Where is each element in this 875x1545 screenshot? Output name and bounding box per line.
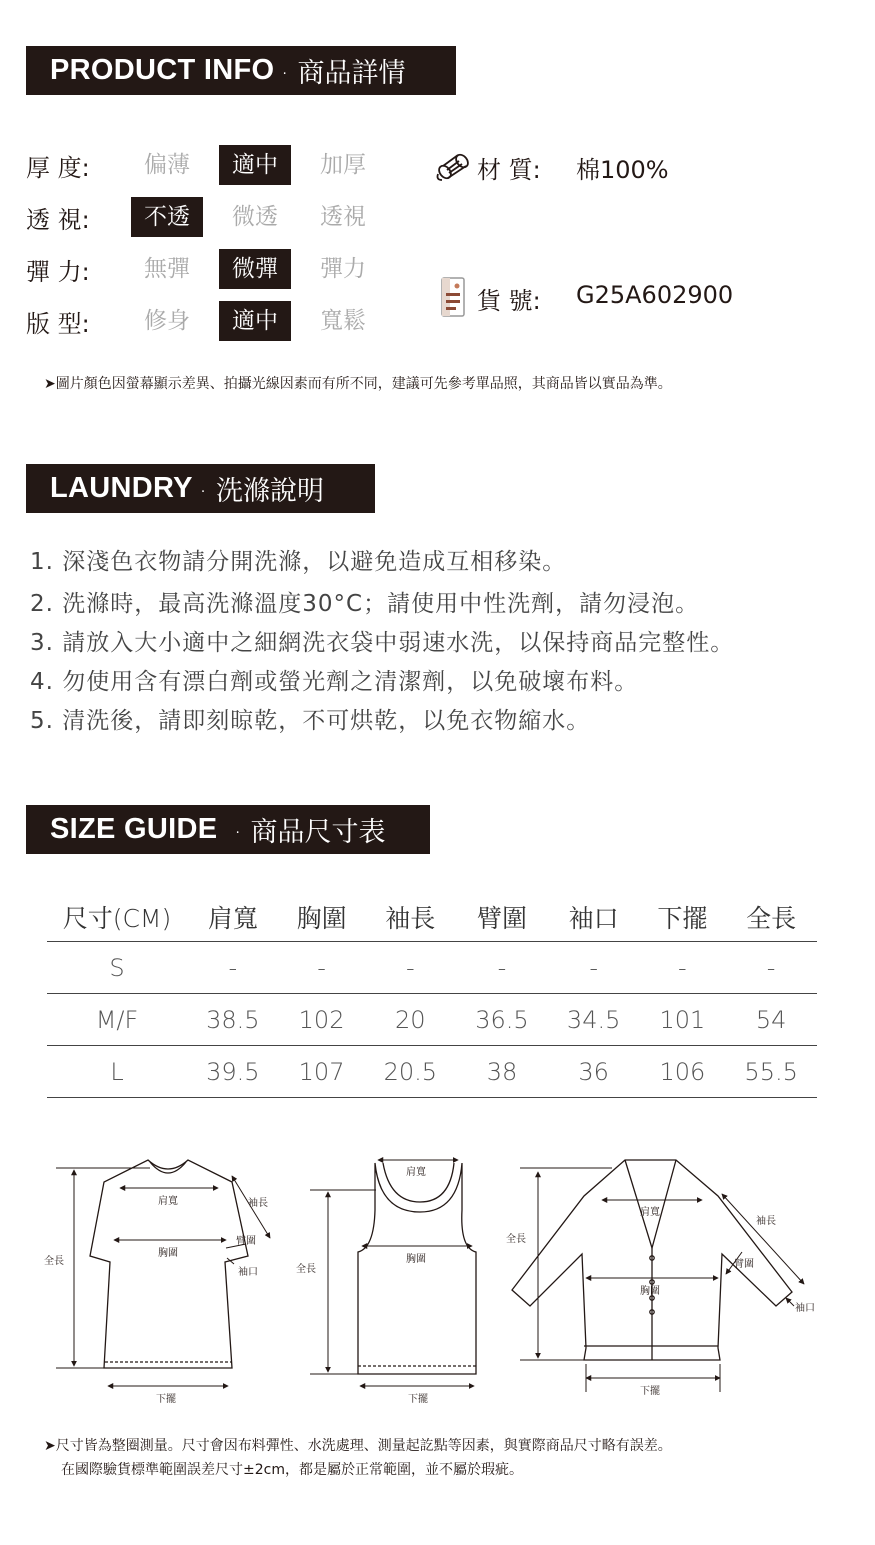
tee-sleeve-label: 袖長: [248, 1198, 268, 1209]
attr-option: 寬鬆: [320, 308, 366, 334]
value-cell: 36: [548, 1046, 640, 1098]
laundry-item: 3. 請放入大小適中之細網洗衣袋中弱速水洗，以保持商品完整性。: [30, 630, 735, 656]
size-guide-header: [26, 805, 430, 854]
value-cell: 20.5: [364, 1046, 456, 1098]
tank-chest-label: 胸圍: [406, 1254, 426, 1265]
column-header: 下擺: [639, 893, 725, 942]
size-cell: M/F: [47, 994, 187, 1046]
attr-elasticity: [26, 249, 366, 289]
attr-option-selected: 適中: [219, 301, 291, 341]
tee-hem-label: 下擺: [156, 1394, 176, 1405]
attr-option: 加厚: [320, 152, 366, 178]
material-label: 材 質:: [477, 156, 541, 184]
cardigan-length-label: 全長: [506, 1234, 526, 1245]
value-cell: -: [725, 942, 817, 994]
attr-label: 版 型:: [26, 309, 90, 338]
value-cell: 20: [364, 994, 456, 1046]
column-header: 袖口: [548, 893, 640, 942]
cardigan-sleeve-label: 袖長: [756, 1216, 776, 1227]
size-table-header-row: [47, 893, 817, 942]
tee-shoulder-label: 肩寬: [158, 1196, 178, 1207]
column-header: 袖長: [364, 893, 456, 942]
value-cell: 102: [279, 994, 365, 1046]
value-cell: -: [456, 942, 548, 994]
cardigan-arm-label: 臂圍: [734, 1259, 754, 1270]
attr-option: 透視: [320, 204, 366, 230]
laundry-title-en: LAUNDRY: [50, 472, 193, 504]
size-table: [47, 893, 817, 1098]
tank-outline: [358, 1163, 476, 1374]
tank-length-label: 全長: [296, 1264, 316, 1275]
column-header: 全長: [725, 893, 817, 942]
attr-label: 透 視:: [26, 205, 90, 234]
cardigan-shoulder-label: 肩寬: [640, 1207, 660, 1218]
photo-color-note: ➤圖片顏色因螢幕顯示差異、拍攝光線因素而有所不同，建議可先參考單品照，其商品皆以實品為準。: [44, 376, 672, 392]
tank-hem-label: 下擺: [408, 1394, 428, 1405]
product-info-title-zh: · 商品詳情: [280, 58, 406, 89]
attr-fit: [26, 301, 366, 341]
size-note-line2: 在國際驗貨標準範圍誤差尺寸±2cm，都是屬於正常範圍，並不屬於瑕疵。: [61, 1462, 523, 1478]
value-cell: 107: [279, 1046, 365, 1098]
product-info-title-en: PRODUCT INFO: [50, 54, 275, 86]
laundry-item: 4. 勿使用含有漂白劑或螢光劑之清潔劑，以免破壞布料。: [30, 669, 639, 695]
attr-label: 厚 度:: [26, 153, 90, 182]
attr-option: 微透: [232, 204, 278, 230]
attr-option: 無彈: [144, 256, 190, 282]
table-row: [47, 1046, 817, 1098]
attr-option-selected: 微彈: [219, 249, 291, 289]
material-value: 棉100%: [576, 156, 669, 184]
attr-option: 修身: [144, 308, 190, 334]
size-guide-title-zh: · 商品尺寸表: [233, 817, 386, 848]
value-cell: 36.5: [456, 994, 548, 1046]
product-info-header: [26, 46, 456, 95]
attr-option-selected: 適中: [219, 145, 291, 185]
table-row: [47, 994, 817, 1046]
size-guide-title-en: SIZE GUIDE: [50, 813, 218, 845]
value-cell: 55.5: [725, 1046, 817, 1098]
column-header: 臂圍: [456, 893, 548, 942]
value-cell: -: [279, 942, 365, 994]
price-tag-icon: [440, 276, 466, 318]
attr-option: 偏薄: [144, 152, 190, 178]
tee-cuff-label: 袖口: [238, 1267, 258, 1278]
laundry-title-zh: · 洗滌說明: [198, 476, 324, 507]
size-cell: L: [47, 1046, 187, 1098]
attr-transparency: [26, 197, 366, 237]
sku-label: 貨 號:: [477, 287, 541, 315]
value-cell: 39.5: [187, 1046, 279, 1098]
value-cell: -: [187, 942, 279, 994]
cardigan-chest-label: 胸圍: [640, 1286, 660, 1297]
value-cell: -: [364, 942, 456, 994]
column-header: 胸圍: [279, 893, 365, 942]
sku-value: G25A602900: [576, 281, 734, 309]
value-cell: 101: [639, 994, 725, 1046]
tee-chest-label: 胸圍: [158, 1248, 178, 1259]
value-cell: 34.5: [548, 994, 640, 1046]
laundry-item: 1. 深淺色衣物請分開洗滌，以避免造成互相移染。: [30, 549, 567, 575]
size-cell: S: [47, 942, 187, 994]
attr-option-selected: 不透: [131, 197, 203, 237]
attr-option: 彈力: [320, 256, 366, 282]
value-cell: -: [639, 942, 725, 994]
cardigan-cuff-label: 袖口: [795, 1303, 815, 1314]
laundry-header: [26, 464, 375, 513]
value-cell: 38.5: [187, 994, 279, 1046]
column-header: 尺寸(CM): [47, 893, 187, 942]
value-cell: 38: [456, 1046, 548, 1098]
tank-shoulder-label: 肩寬: [406, 1167, 426, 1178]
value-cell: -: [548, 942, 640, 994]
column-header: 肩寬: [187, 893, 279, 942]
tee-length-label: 全長: [44, 1256, 64, 1267]
thread-spool-icon: [436, 152, 472, 182]
measurement-diagrams: [0, 1150, 875, 1415]
laundry-item: 5. 清洗後，請即刻晾乾，不可烘乾，以免衣物縮水。: [30, 708, 591, 734]
table-row: [47, 942, 817, 994]
value-cell: 54: [725, 994, 817, 1046]
attr-thickness: [26, 145, 366, 185]
value-cell: 106: [639, 1046, 725, 1098]
attr-label: 彈 力:: [26, 257, 90, 286]
cardigan-hem-label: 下擺: [640, 1386, 660, 1397]
tee-arm-label: 臂圍: [236, 1236, 256, 1247]
size-note-line1: ➤尺寸皆為整圈測量。尺寸會因布料彈性、水洗處理、測量起訖點等因素，與實際商品尺寸略有誤差。: [44, 1438, 672, 1454]
laundry-item: 2. 洗滌時，最高洗滌溫度30°C；請使用中性洗劑，請勿浸泡。: [30, 591, 700, 617]
